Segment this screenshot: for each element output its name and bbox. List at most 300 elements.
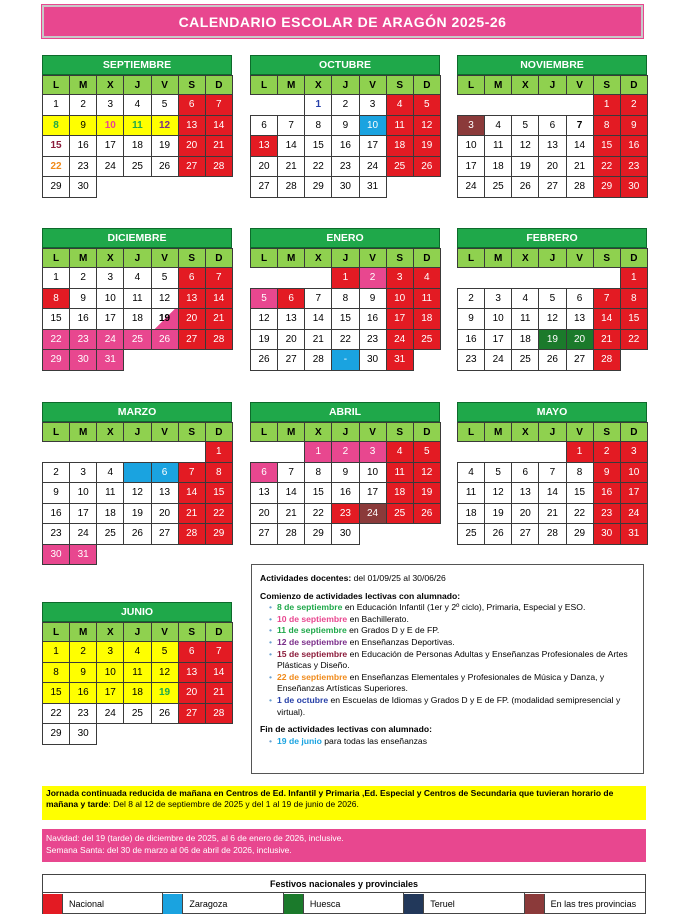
day-cell: 1 bbox=[42, 641, 70, 663]
legend-swatch bbox=[284, 894, 304, 914]
empty-cell bbox=[69, 441, 97, 463]
day-cell: 24 bbox=[457, 176, 485, 198]
list-item-text: en Educación de Personas Adultas y Enseñanzas Profesionales de Artes Plásticas y Diseño. bbox=[277, 648, 628, 671]
legend-label: Nacional bbox=[69, 898, 105, 909]
day-cell: 30 bbox=[331, 176, 359, 198]
day-cell: 20 bbox=[178, 682, 206, 704]
legend-item bbox=[43, 893, 163, 914]
day-cell: 17 bbox=[620, 482, 648, 504]
day-cell: 19 bbox=[484, 503, 512, 525]
list-item-text: en Grados D y E de FP. bbox=[346, 625, 440, 636]
day-cell: 24 bbox=[484, 349, 512, 371]
day-cell: 2 bbox=[593, 441, 621, 463]
weekday-header: L bbox=[250, 75, 278, 95]
day-cell: 23 bbox=[457, 349, 485, 371]
day-cell: 29 bbox=[42, 176, 70, 198]
day-cell: 23 bbox=[69, 329, 97, 351]
day-cell: 7 bbox=[205, 94, 233, 116]
day-cell: 28 bbox=[205, 703, 233, 725]
weekday-header: S bbox=[178, 422, 206, 442]
weekday-header: D bbox=[205, 248, 233, 268]
jornada-reducida-note bbox=[42, 786, 646, 820]
day-cell: 22 bbox=[42, 329, 70, 351]
day-cell: 15 bbox=[566, 482, 594, 504]
weekday-header: M bbox=[277, 422, 305, 442]
day-cell: 26 bbox=[538, 349, 566, 371]
day-cell: 11 bbox=[413, 288, 441, 310]
day-cell: 19 bbox=[151, 308, 179, 330]
weekday-header: M bbox=[69, 75, 97, 95]
day-cell: 16 bbox=[457, 329, 485, 351]
day-cell: 30 bbox=[69, 723, 97, 745]
empty-cell bbox=[277, 94, 305, 116]
list-item-date: 11 de septiembre bbox=[277, 625, 347, 636]
day-cell: 22 bbox=[593, 156, 621, 178]
day-cell: 24 bbox=[96, 703, 124, 725]
day-cell: 25 bbox=[386, 156, 414, 178]
day-cell: 24 bbox=[69, 523, 97, 545]
day-cell: 15 bbox=[620, 308, 648, 330]
weekday-header: D bbox=[205, 622, 233, 642]
vacaciones-note bbox=[42, 829, 646, 862]
month-name: MAYO bbox=[457, 402, 647, 422]
list-item bbox=[269, 672, 635, 695]
day-cell: 15 bbox=[42, 135, 70, 157]
day-cell: 5 bbox=[250, 288, 278, 310]
day-cell: 17 bbox=[457, 156, 485, 178]
day-cell: 17 bbox=[96, 682, 124, 704]
day-cell: 17 bbox=[359, 135, 387, 157]
day-cell: 3 bbox=[96, 267, 124, 289]
day-cell: 12 bbox=[484, 482, 512, 504]
day-cell: 28 bbox=[538, 523, 566, 545]
day-cell: 27 bbox=[178, 329, 206, 351]
day-cell: 14 bbox=[538, 482, 566, 504]
list-item bbox=[269, 736, 635, 748]
comienzo-label: Comienzo de actividades lectivas con alumnado: bbox=[260, 590, 461, 601]
month-marzo bbox=[42, 402, 232, 564]
day-cell: 2 bbox=[69, 267, 97, 289]
list-item-date: 8 de septiembre bbox=[277, 602, 343, 613]
weekday-header: J bbox=[538, 75, 566, 95]
list-item-text: en Escuelas de Idiomas y Grados D y E de FP. (modalidad semipresencial y virtual). bbox=[277, 694, 621, 717]
weekday-header: D bbox=[413, 75, 441, 95]
legend-row bbox=[43, 893, 645, 914]
day-cell: 14 bbox=[205, 662, 233, 684]
day-cell: 18 bbox=[511, 329, 539, 351]
list-item-date: 12 de septiembre bbox=[277, 636, 348, 647]
day-cell: 3 bbox=[359, 94, 387, 116]
weekday-header: X bbox=[304, 248, 332, 268]
day-cell: 26 bbox=[413, 503, 441, 525]
day-cell: 27 bbox=[151, 523, 179, 545]
weekday-header: S bbox=[386, 422, 414, 442]
legend-label: En las tres provincias bbox=[550, 898, 637, 909]
list-item-date: 22 de septiembre bbox=[277, 671, 348, 682]
day-cell: 10 bbox=[620, 462, 648, 484]
day-cell: 3 bbox=[359, 441, 387, 463]
day-cell: 22 bbox=[566, 503, 594, 525]
weekday-header: J bbox=[331, 248, 359, 268]
weekday-header: S bbox=[593, 422, 621, 442]
day-cell: 16 bbox=[69, 682, 97, 704]
day-cell: 11 bbox=[123, 288, 151, 310]
month-name: NOVIEMBRE bbox=[457, 55, 647, 75]
day-cell: 4 bbox=[386, 94, 414, 116]
day-cell: 30 bbox=[42, 544, 70, 566]
day-cell: 17 bbox=[359, 482, 387, 504]
day-cell: 13 bbox=[178, 115, 206, 137]
day-cell: 2 bbox=[359, 267, 387, 289]
empty-cell bbox=[42, 441, 70, 463]
day-cell: 14 bbox=[205, 288, 233, 310]
empty-cell bbox=[457, 267, 485, 289]
day-cell: 28 bbox=[205, 156, 233, 178]
list-item-date: 1 de octubre bbox=[277, 694, 329, 705]
day-cell: 19 bbox=[123, 503, 151, 525]
list-item-text: en Educación Infantil (1er y 2º ciclo), Primaria, Especial y ESO. bbox=[342, 602, 586, 613]
day-cell: 11 bbox=[96, 482, 124, 504]
weekday-header: J bbox=[538, 422, 566, 442]
weekday-header: M bbox=[484, 75, 512, 95]
day-cell: 1 bbox=[205, 441, 233, 463]
day-cell: 26 bbox=[151, 703, 179, 725]
day-cell: 31 bbox=[620, 523, 648, 545]
day-cell: 3 bbox=[457, 115, 485, 137]
month-name: ABRIL bbox=[250, 402, 440, 422]
day-cell: 9 bbox=[359, 288, 387, 310]
empty-cell bbox=[457, 94, 485, 116]
day-cell: 7 bbox=[178, 462, 206, 484]
day-cell: 15 bbox=[42, 682, 70, 704]
day-cell: 24 bbox=[96, 329, 124, 351]
day-cell: 2 bbox=[457, 288, 485, 310]
day-cell: 19 bbox=[511, 156, 539, 178]
day-cell: 18 bbox=[386, 482, 414, 504]
empty-cell bbox=[123, 441, 151, 463]
day-cell: 12 bbox=[151, 288, 179, 310]
day-cell: 25 bbox=[484, 176, 512, 198]
empty-cell bbox=[277, 267, 305, 289]
day-cell: 23 bbox=[331, 156, 359, 178]
day-cell: 24 bbox=[359, 503, 387, 525]
day-cell: 17 bbox=[96, 308, 124, 330]
day-cell: 13 bbox=[538, 135, 566, 157]
weekday-header: L bbox=[42, 422, 70, 442]
day-cell: 17 bbox=[386, 308, 414, 330]
day-cell: 23 bbox=[620, 156, 648, 178]
day-cell: 5 bbox=[413, 94, 441, 116]
day-cell: 12 bbox=[413, 115, 441, 137]
day-cell: 7 bbox=[205, 641, 233, 663]
day-cell: 14 bbox=[277, 135, 305, 157]
day-cell: 22 bbox=[304, 503, 332, 525]
empty-cell bbox=[511, 267, 539, 289]
day-cell: 28 bbox=[277, 176, 305, 198]
day-cell: 8 bbox=[566, 462, 594, 484]
info-box bbox=[251, 564, 644, 774]
day-cell: 1 bbox=[42, 94, 70, 116]
empty-cell bbox=[566, 94, 594, 116]
list-item-text: en Enseñanzas Deportivas. bbox=[347, 636, 455, 647]
day-cell: - bbox=[331, 349, 359, 371]
day-cell: 13 bbox=[178, 288, 206, 310]
legend-label: Teruel bbox=[430, 898, 455, 909]
day-cell: 30 bbox=[620, 176, 648, 198]
day-cell: 29 bbox=[593, 176, 621, 198]
day-cell: 17 bbox=[69, 503, 97, 525]
day-cell: 5 bbox=[151, 641, 179, 663]
day-cell: 27 bbox=[277, 349, 305, 371]
day-cell: 10 bbox=[359, 462, 387, 484]
weekday-header: J bbox=[123, 422, 151, 442]
day-cell: 3 bbox=[96, 641, 124, 663]
weekday-header: S bbox=[386, 248, 414, 268]
day-cell: 22 bbox=[331, 329, 359, 351]
day-cell: 21 bbox=[205, 308, 233, 330]
day-cell: 27 bbox=[566, 349, 594, 371]
day-cell: 12 bbox=[511, 135, 539, 157]
day-cell: 18 bbox=[457, 503, 485, 525]
day-cell: 28 bbox=[304, 349, 332, 371]
list-item-date: 19 de junio bbox=[277, 735, 322, 746]
day-cell: 27 bbox=[178, 156, 206, 178]
day-cell: 7 bbox=[277, 115, 305, 137]
day-cell: 2 bbox=[69, 94, 97, 116]
day-cell: 20 bbox=[538, 156, 566, 178]
day-cell: 2 bbox=[620, 94, 648, 116]
day-cell: 13 bbox=[178, 662, 206, 684]
weekday-header: L bbox=[250, 422, 278, 442]
weekday-header: D bbox=[620, 422, 648, 442]
list-item-text: para todas las enseñanzas bbox=[321, 735, 427, 746]
day-cell: 29 bbox=[566, 523, 594, 545]
comienzo-list bbox=[269, 602, 635, 718]
day-cell: 1 bbox=[331, 267, 359, 289]
empty-cell bbox=[593, 267, 621, 289]
day-cell: 9 bbox=[593, 462, 621, 484]
day-cell: 2 bbox=[331, 441, 359, 463]
list-item bbox=[269, 695, 635, 718]
legend-label: Zaragoza bbox=[189, 898, 228, 909]
weekday-header: L bbox=[457, 248, 485, 268]
day-cell: 23 bbox=[42, 523, 70, 545]
day-cell: 21 bbox=[277, 503, 305, 525]
day-cell: 3 bbox=[96, 94, 124, 116]
day-cell: 10 bbox=[96, 288, 124, 310]
day-cell: 17 bbox=[484, 329, 512, 351]
day-cell: 30 bbox=[69, 176, 97, 198]
list-item-text: en Bachillerato. bbox=[347, 613, 409, 624]
weekday-header: X bbox=[96, 622, 124, 642]
weekday-header: V bbox=[566, 75, 594, 95]
day-cell: 20 bbox=[178, 308, 206, 330]
day-cell: 4 bbox=[123, 94, 151, 116]
day-cell: 24 bbox=[359, 156, 387, 178]
day-cell: 25 bbox=[123, 703, 151, 725]
day-cell: 21 bbox=[593, 329, 621, 351]
weekday-header: S bbox=[593, 248, 621, 268]
weekday-header: L bbox=[42, 622, 70, 642]
day-cell: 12 bbox=[151, 115, 179, 137]
weekday-header: D bbox=[205, 422, 233, 442]
month-noviembre bbox=[457, 55, 647, 197]
day-cell: 19 bbox=[413, 135, 441, 157]
day-cell: 14 bbox=[277, 482, 305, 504]
day-cell: 18 bbox=[123, 682, 151, 704]
day-cell: 14 bbox=[593, 308, 621, 330]
day-cell: 1 bbox=[620, 267, 648, 289]
empty-cell bbox=[566, 267, 594, 289]
empty-cell bbox=[250, 267, 278, 289]
weekday-header: J bbox=[123, 75, 151, 95]
day-cell: 16 bbox=[620, 135, 648, 157]
day-cell: 4 bbox=[413, 267, 441, 289]
weekday-header: X bbox=[511, 422, 539, 442]
day-cell: 8 bbox=[304, 115, 332, 137]
empty-cell bbox=[538, 441, 566, 463]
day-cell: 31 bbox=[359, 176, 387, 198]
weekday-header: V bbox=[151, 622, 179, 642]
day-cell: 12 bbox=[413, 462, 441, 484]
day-cell: 9 bbox=[69, 115, 97, 137]
day-cell: 28 bbox=[277, 523, 305, 545]
weekday-header: J bbox=[331, 422, 359, 442]
day-cell: 4 bbox=[96, 462, 124, 484]
legend-swatch bbox=[404, 894, 424, 914]
day-cell: 29 bbox=[304, 523, 332, 545]
day-cell: 11 bbox=[511, 308, 539, 330]
empty-cell bbox=[457, 441, 485, 463]
day-cell: 21 bbox=[178, 503, 206, 525]
weekday-header: S bbox=[178, 75, 206, 95]
day-cell: 8 bbox=[304, 462, 332, 484]
day-cell: 7 bbox=[304, 288, 332, 310]
day-cell: 16 bbox=[42, 503, 70, 525]
day-cell: 10 bbox=[359, 115, 387, 137]
day-cell: 11 bbox=[457, 482, 485, 504]
month-octubre bbox=[250, 55, 440, 197]
day-cell: 11 bbox=[123, 662, 151, 684]
weekday-header: M bbox=[484, 422, 512, 442]
weekday-header: L bbox=[42, 75, 70, 95]
day-cell: 30 bbox=[593, 523, 621, 545]
day-cell: 25 bbox=[413, 329, 441, 351]
weekday-header: J bbox=[123, 248, 151, 268]
day-cell: 22 bbox=[304, 156, 332, 178]
day-cell: 12 bbox=[151, 662, 179, 684]
day-cell: 8 bbox=[42, 662, 70, 684]
day-cell: 26 bbox=[413, 156, 441, 178]
day-cell: 23 bbox=[593, 503, 621, 525]
weekday-header: V bbox=[359, 422, 387, 442]
weekday-header: M bbox=[69, 622, 97, 642]
semana-santa-text: Semana Santa: del 30 de marzo al 06 de abril de 2026, inclusive. bbox=[46, 845, 292, 855]
day-cell: 10 bbox=[457, 135, 485, 157]
day-cell: 24 bbox=[386, 329, 414, 351]
page-title: CALENDARIO ESCOLAR DE ARAGÓN 2025-26 bbox=[42, 5, 643, 38]
day-cell: 27 bbox=[178, 703, 206, 725]
day-cell: 22 bbox=[42, 156, 70, 178]
weekday-header: V bbox=[151, 422, 179, 442]
day-cell: 20 bbox=[511, 503, 539, 525]
empty-cell bbox=[511, 441, 539, 463]
day-cell: 6 bbox=[538, 115, 566, 137]
day-cell: 2 bbox=[42, 462, 70, 484]
day-cell: 19 bbox=[538, 329, 566, 351]
empty-cell bbox=[538, 94, 566, 116]
day-cell: 30 bbox=[359, 349, 387, 371]
day-cell: 15 bbox=[205, 482, 233, 504]
day-cell: 6 bbox=[151, 462, 179, 484]
day-cell: 16 bbox=[69, 135, 97, 157]
fin-label: Fin de actividades lectivas con alumnado: bbox=[260, 724, 432, 735]
weekday-header: M bbox=[277, 248, 305, 268]
weekday-header: D bbox=[205, 75, 233, 95]
day-cell: 15 bbox=[304, 135, 332, 157]
day-cell: 26 bbox=[151, 329, 179, 351]
day-cell: 17 bbox=[96, 135, 124, 157]
day-cell: 7 bbox=[538, 462, 566, 484]
month-septiembre bbox=[42, 55, 232, 197]
list-item-date: 15 de septiembre bbox=[277, 648, 348, 659]
month-junio bbox=[42, 602, 232, 744]
day-cell: 28 bbox=[566, 176, 594, 198]
day-cell: 22 bbox=[620, 329, 648, 351]
list-item bbox=[269, 625, 635, 637]
day-cell: 30 bbox=[331, 523, 359, 545]
day-cell: 18 bbox=[484, 156, 512, 178]
jornada-bold: Jornada continuada reducida de mañana en Centros de Ed. Infantil y Primaria ,Ed. Especial y Centros de Secundaria que tuvieran horario de mañana y tarde bbox=[46, 788, 614, 809]
legend-title: Festivos nacionales y provinciales bbox=[43, 875, 645, 893]
day-cell: 8 bbox=[331, 288, 359, 310]
day-cell: 18 bbox=[123, 135, 151, 157]
weekday-header: J bbox=[538, 248, 566, 268]
weekday-header: D bbox=[620, 75, 648, 95]
day-cell: 3 bbox=[484, 288, 512, 310]
weekday-header: J bbox=[123, 622, 151, 642]
day-cell: 10 bbox=[69, 482, 97, 504]
empty-cell bbox=[484, 94, 512, 116]
day-cell: 16 bbox=[593, 482, 621, 504]
day-cell: 6 bbox=[277, 288, 305, 310]
day-cell: 9 bbox=[69, 288, 97, 310]
day-cell: 21 bbox=[304, 329, 332, 351]
day-cell: 24 bbox=[620, 503, 648, 525]
docentes-value: del 01/09/25 al 30/06/26 bbox=[353, 573, 446, 583]
day-cell: 8 bbox=[42, 288, 70, 310]
day-cell: 29 bbox=[304, 176, 332, 198]
weekday-header: V bbox=[566, 422, 594, 442]
month-name: FEBRERO bbox=[457, 228, 647, 248]
weekday-header: V bbox=[359, 248, 387, 268]
day-cell: 19 bbox=[413, 482, 441, 504]
day-cell: 27 bbox=[250, 176, 278, 198]
day-cell: 5 bbox=[151, 94, 179, 116]
month-enero bbox=[250, 228, 440, 370]
weekday-header: X bbox=[96, 75, 124, 95]
day-cell: 1 bbox=[304, 441, 332, 463]
day-cell: 19 bbox=[151, 135, 179, 157]
weekday-header: M bbox=[484, 248, 512, 268]
list-item-text: en Enseñanzas Elementales y Profesionales de Música y Danza, y Enseñanzas Artísticas Superiores. bbox=[277, 671, 605, 694]
empty-cell bbox=[484, 441, 512, 463]
weekday-header: X bbox=[96, 248, 124, 268]
day-cell: 25 bbox=[123, 156, 151, 178]
empty-cell bbox=[151, 441, 179, 463]
day-cell: 4 bbox=[484, 115, 512, 137]
day-cell: 3 bbox=[620, 441, 648, 463]
